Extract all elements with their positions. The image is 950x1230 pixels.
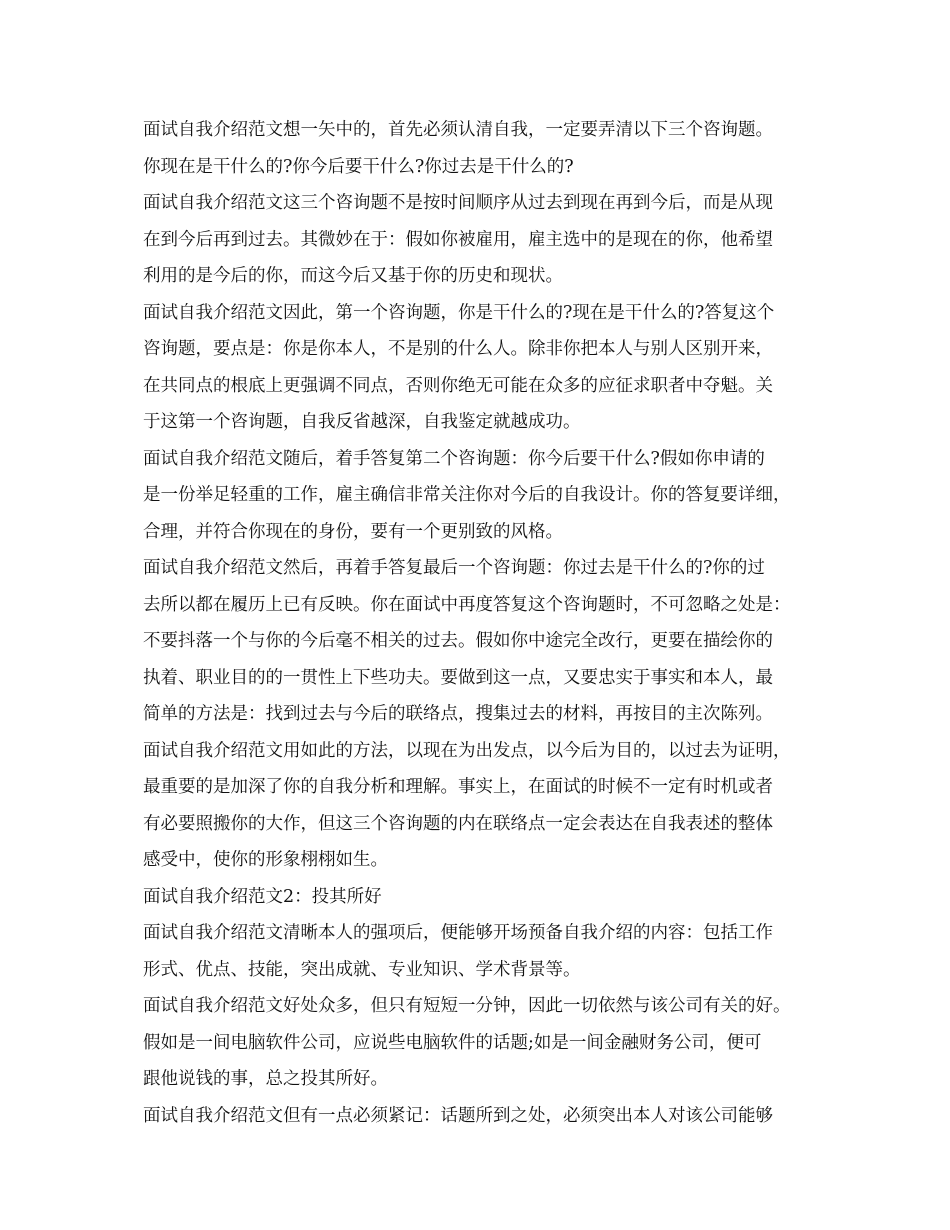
text-line: 咨询题，要点是：你是你本人，不是别的什么人。除非你把本人与别人区别开来， [143, 339, 773, 359]
text-line: 面试自我介绍范文用如此的方法，以现在为出发点，以今后为目的，以过去为证明， [143, 740, 791, 761]
text-line: 你现在是干什么的?你今后要干什么?你过去是干什么的? [143, 156, 574, 177]
text-line: 感受中，使你的形象栩栩如生。 [143, 850, 388, 870]
text-line: 合理，并符合你现在的身份，要有一个更别致的风格。 [143, 521, 563, 542]
text-line: 面试自我介绍范文然后，再着手答复最后一个咨询题：你过去是干什么的?你的过 [143, 558, 765, 578]
text-line: 有必要照搬你的大作，但这三个咨询题的内在联络点一定会表达在自我表述的整体 [143, 813, 773, 834]
text-line: 面试自我介绍范文好处众多，但只有短短一分钟，因此一切依然与该公司有关的好。 [143, 996, 791, 1016]
text-line: 假如是一间电脑软件公司，应说些电脑软件的话题;如是一间金融财务公司，便可 [143, 1032, 762, 1053]
text-line: 面试自我介绍范文想一矢中的，首先必须认清自我，一定要弄清以下三个咨询题。 [143, 120, 773, 140]
text-line: 去所以都在履历上已有反映。你在面试中再度答复这个咨询题时，不可忽略之处是： [143, 594, 791, 615]
text-line: 简单的方法是：找到过去与今后的联络点，搜集过去的材料，再按目的主次陈列。 [143, 704, 773, 724]
text-line: 利用的是今后的你，而这今后又基于你的历史和现状。 [143, 266, 563, 286]
text-line: 在共同点的根底上更强调不同点，否则你绝无可能在众多的应征求职者中夺魁。关 [143, 375, 773, 396]
text-line: 不要抖落一个与你的今后毫不相关的过去。假如你中途完全改行，更要在描绘你的 [143, 631, 773, 651]
text-line: 面试自我介绍范文清晰本人的强项后，便能够开场预备自我介绍的内容：包括工作 [143, 923, 773, 943]
text-line: 面试自我介绍范文这三个咨询题不是按时间顺序从过去到现在再到今后，而是从现 [143, 193, 773, 213]
text-line: 最重要的是加深了你的自我分析和理解。事实上，在面试的时候不一定有时机或者 [143, 777, 773, 797]
section-heading: 面试自我介绍范文2：投其所好 [143, 886, 382, 907]
text-line: 面试自我介绍范文因此，第一个咨询题，你是干什么的?现在是干什么的?答复这个 [143, 302, 775, 323]
text-line: 执着、职业目的的一贯性上下些功夫。要做到这一点，又要忠实于事实和本人，最 [143, 667, 773, 688]
text-line: 形式、优点、技能，突出成就、专业知识、学术背景等。 [143, 959, 581, 980]
text-line: 是一份举足轻重的工作，雇主确信非常关注你对今后的自我设计。你的答复要详细， [143, 485, 791, 505]
text-line: 在到今后再到过去。其微妙在于：假如你被雇用，雇主选中的是现在的你，他希望 [143, 229, 773, 250]
document-body [143, 112, 818, 1134]
text-line: 跟他说钱的事，总之投其所好。 [143, 1069, 388, 1089]
text-line: 面试自我介绍范文但有一点必须紧记：话题所到之处，必须突出本人对该公司能够 [143, 1105, 773, 1126]
text-line: 于这第一个咨询题，自我反省越深，自我鉴定就越成功。 [143, 412, 581, 432]
text-line: 面试自我介绍范文随后，着手答复第二个咨询题：你今后要干什么?假如你申请的 [143, 448, 765, 469]
